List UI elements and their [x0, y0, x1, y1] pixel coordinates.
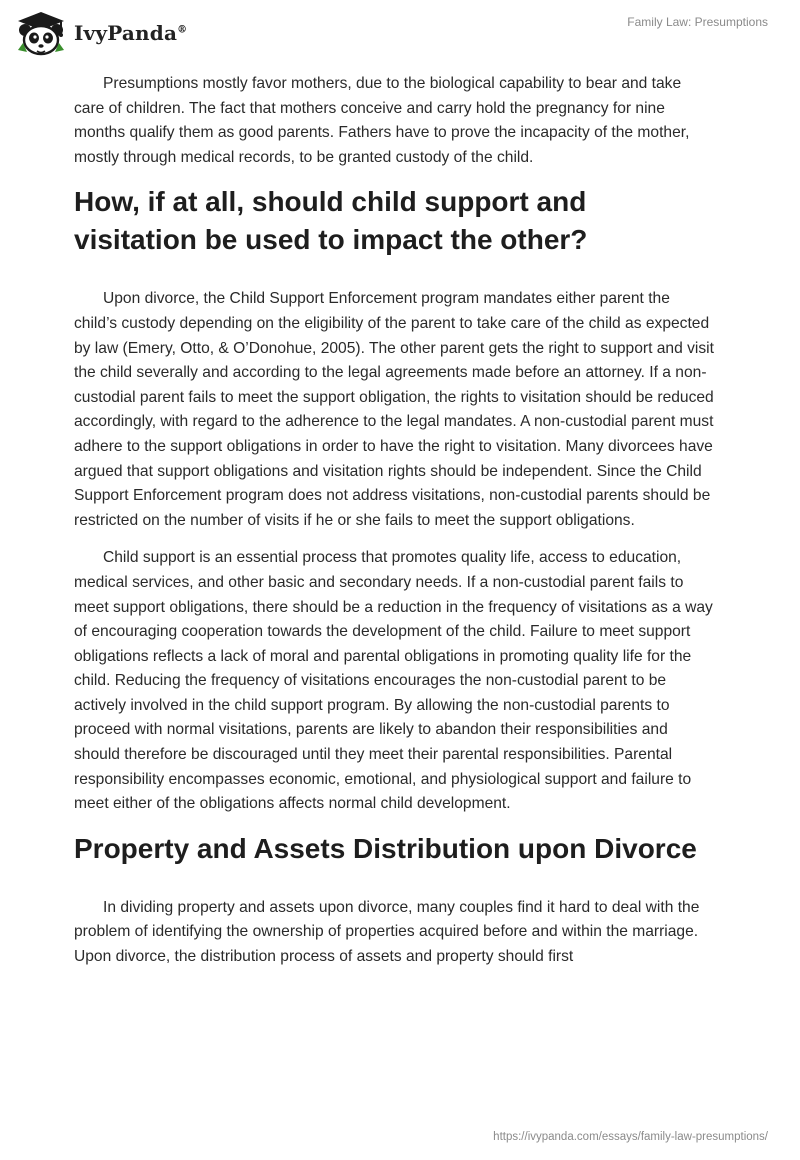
- section-heading: Property and Assets Distribution upon Divorce: [74, 832, 697, 864]
- section-heading: How, if at all, should child support and visitation be used to impact the other?: [74, 186, 588, 256]
- brand-name: IvyPanda®: [74, 21, 188, 45]
- essay-body: [74, 72, 714, 983]
- paragraph: Upon divorce, the Child Support Enforcement program mandates either parent the child’s custody depending on the eligibility of the parent to take care of the child as expected by law (Emery, Otto, & O’Donohue, 2005). The other parent gets the right to support and visit the child severally and according to the legal agreements made before an attorney. If a non-custodial parent fails to meet the support obligation, the rights to visitation should be reduced accordingly, with regard to the adherence to the legal mandates. A non-custodial parent must adhere to the support obligations in order to have the right to visitation. Many divorcees have argued that support obligations and visitation rights should be independent. Since the Child Support Enforcement program does not address visitations, non-custodial parents should be restricted on the number of visits if he or she fails to meet the support obligations.: [74, 290, 714, 529]
- paragraph: Child support is an essential process that promotes quality life, access to education, medical services, and other basic and secondary needs. If a non-custodial parent fails to meet support obligations, there should be a reduction in the frequency of visitations as a way of encouraging cooperation towards the development of the child. Failure to meet support obligations reflects a lack of moral and parental obligations in promoting quality life for the child. Reducing the frequency of visitations encourages the non-custodial parent to be actively involved in the child support program. By allowing the non-custodial parents to proceed with normal visitations, parents are likely to abandon their responsibilities and should therefore be discouraged until they meet their parental responsibilities. Parental responsibility encompasses economic, emotional, and physiological support and failure to meet either of the obligations affects normal child development.: [74, 549, 713, 813]
- registered-mark: ®: [177, 24, 188, 36]
- logo[interactable]: [14, 10, 187, 56]
- paragraph: Presumptions mostly favor mothers, due to the biological capability to bear and take care of children. The fact that mothers conceive and carry hold the pregnancy for nine months qualify them as good parents. Fathers have to prove the incapacity of the mother, mostly through medical records, to be granted custody of the child.: [74, 75, 690, 166]
- panda-graduate-icon: [14, 10, 68, 56]
- source-url[interactable]: https://ivypanda.com/essays/family-law-presumptions/: [493, 1131, 768, 1143]
- paragraph: In dividing property and assets upon divorce, many couples find it hard to deal with the problem of identifying the ownership of properties acquired before and within the marriage. Upon divorce, the distribution process of assets and property should first: [74, 898, 700, 966]
- page-header: [0, 0, 800, 70]
- document-title: Family Law: Presumptions: [627, 15, 768, 29]
